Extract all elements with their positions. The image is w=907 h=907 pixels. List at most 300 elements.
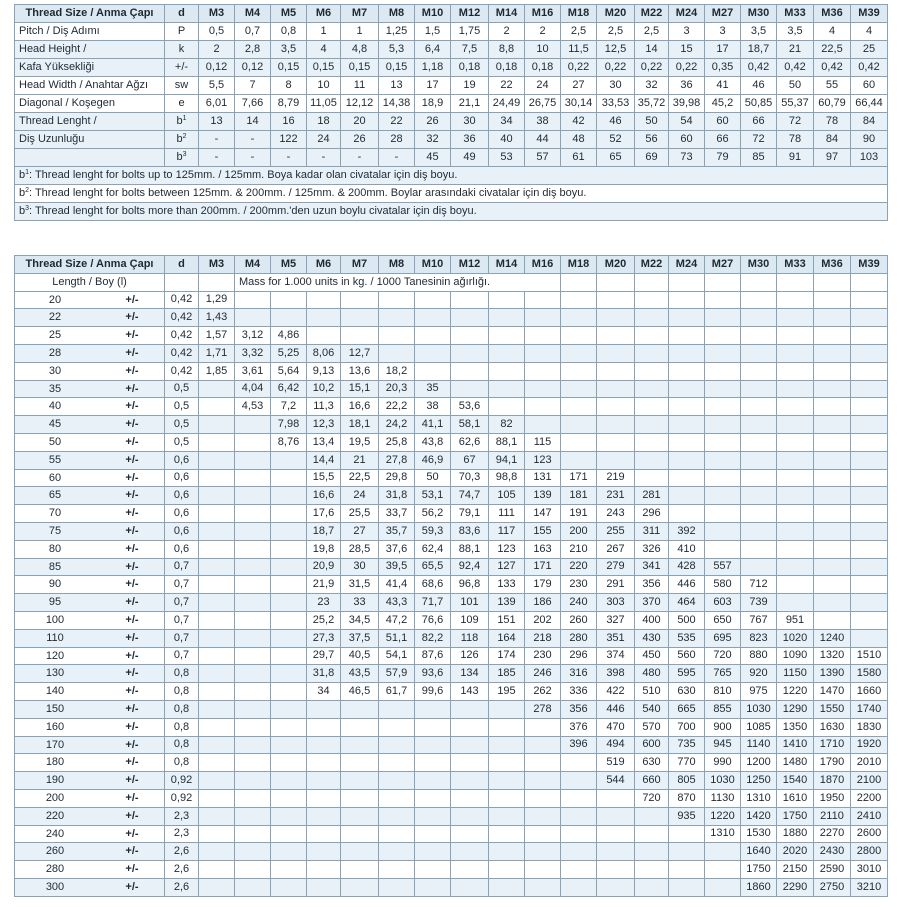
table-cell: 356 <box>635 576 669 594</box>
table-cell: 4 <box>814 23 851 41</box>
table-cell: 540 <box>635 700 669 718</box>
table-cell <box>199 433 235 451</box>
table-cell: 122 <box>271 131 307 149</box>
table-cell: 27,8 <box>379 451 415 469</box>
table-row <box>15 41 888 59</box>
table-cell: 376 <box>561 718 597 736</box>
table-cell <box>379 291 415 309</box>
table-cell: 4,86 <box>271 327 307 345</box>
table-cell <box>705 433 741 451</box>
table-cell: 0,15 <box>341 59 379 77</box>
symbol-text: P <box>177 25 186 37</box>
table-cell: 88,1 <box>451 540 489 558</box>
table-cell: 951 <box>777 611 814 629</box>
table-row <box>15 683 888 701</box>
tolerance: +/- <box>125 791 139 804</box>
table-cell <box>777 362 814 380</box>
table-cell: 26 <box>341 131 379 149</box>
table-cell: 1580 <box>851 665 888 683</box>
table-cell: 181 <box>561 487 597 505</box>
table-cell <box>341 825 379 843</box>
table-cell: 185 <box>489 665 525 683</box>
table-cell <box>271 576 307 594</box>
length-value: 40 <box>48 400 62 413</box>
table-cell <box>451 380 489 398</box>
table-cell: 18,2 <box>379 362 415 380</box>
table-cell <box>705 451 741 469</box>
table-cell: 1 <box>341 23 379 41</box>
table-cell: 4,53 <box>235 398 271 416</box>
table-cell <box>307 807 341 825</box>
table-cell <box>814 309 851 327</box>
table-cell: 1630 <box>814 718 851 736</box>
d-value: 0,8 <box>165 683 199 701</box>
table-cell <box>199 718 235 736</box>
table-cell <box>415 309 451 327</box>
table-cell: 24,49 <box>489 95 525 113</box>
length-label-row <box>15 273 888 291</box>
table-cell: 42 <box>561 113 597 131</box>
table-cell: 25,5 <box>341 505 379 523</box>
table-cell <box>851 558 888 576</box>
length-cell <box>15 789 165 807</box>
header-cell: M12 <box>451 256 489 274</box>
table-cell: 12,5 <box>597 41 635 59</box>
table-cell: 57,9 <box>379 665 415 683</box>
tolerance: +/- <box>125 346 139 359</box>
table-cell <box>741 487 777 505</box>
d-value: 0,6 <box>165 451 199 469</box>
table-cell: 35,7 <box>379 522 415 540</box>
table-cell: 260 <box>561 611 597 629</box>
table-cell <box>525 718 561 736</box>
header-cell: M33 <box>777 256 814 274</box>
table-cell: 2110 <box>814 807 851 825</box>
table-cell: 41,4 <box>379 576 415 594</box>
d-value: 0,7 <box>165 594 199 612</box>
table-cell: 143 <box>451 683 489 701</box>
table-cell: 12,3 <box>307 416 341 434</box>
table-cell: 93,6 <box>415 665 451 683</box>
table-cell: 12,12 <box>341 95 379 113</box>
table-cell <box>451 807 489 825</box>
table-cell: 50 <box>635 113 669 131</box>
superscript: 2 <box>182 133 187 140</box>
table-cell: 1390 <box>814 665 851 683</box>
table-cell: 105 <box>489 487 525 505</box>
length-cell <box>15 594 165 612</box>
row-symbol <box>165 77 199 95</box>
table-cell: 446 <box>669 576 705 594</box>
table-cell: 96,8 <box>451 576 489 594</box>
table-cell: 665 <box>669 700 705 718</box>
table-cell <box>451 754 489 772</box>
table-cell: 0,35 <box>705 59 741 77</box>
thread-dimensions-table <box>14 4 888 221</box>
tolerance: +/- <box>125 738 139 751</box>
table-cell <box>489 772 525 790</box>
d-value: 0,42 <box>165 309 199 327</box>
table-cell <box>235 291 271 309</box>
table-cell <box>635 344 669 362</box>
table-cell <box>271 487 307 505</box>
table-cell: 15,5 <box>307 469 341 487</box>
table-cell: 30,14 <box>561 95 597 113</box>
table-cell <box>271 469 307 487</box>
table-cell: 975 <box>741 683 777 701</box>
table-cell <box>635 843 669 861</box>
table-cell: 3010 <box>851 861 888 879</box>
length-cell <box>15 878 165 896</box>
table-cell <box>777 540 814 558</box>
length-value: 120 <box>45 649 65 662</box>
table-cell: 24 <box>341 487 379 505</box>
table-cell <box>525 344 561 362</box>
table-cell <box>741 380 777 398</box>
table-cell: 19 <box>451 77 489 95</box>
table-cell <box>415 878 451 896</box>
header-cell: M36 <box>814 5 851 23</box>
table-cell <box>741 273 777 291</box>
table-cell <box>814 327 851 345</box>
length-value: 65 <box>48 489 62 502</box>
table-cell: 1870 <box>814 772 851 790</box>
table-cell: 72 <box>777 113 814 131</box>
d-value: 0,5 <box>165 416 199 434</box>
table-cell: 3,5 <box>777 23 814 41</box>
tolerance: +/- <box>125 507 139 520</box>
table-row <box>15 309 888 327</box>
table-cell: 0,15 <box>379 59 415 77</box>
footnote-text: : Thread lenght for bolts more than 200mm. / 200mm.'den uzun boylu civatalar için diş boyu. <box>29 205 477 217</box>
table-cell: 133 <box>489 576 525 594</box>
table-cell <box>525 843 561 861</box>
table-cell: 0,15 <box>307 59 341 77</box>
table-cell: 374 <box>597 647 635 665</box>
table-cell: 2,8 <box>235 41 271 59</box>
table-cell: 57 <box>525 149 561 167</box>
length-cell <box>15 505 165 523</box>
table-cell: 219 <box>597 469 635 487</box>
table-cell <box>777 594 814 612</box>
table-cell: 41,1 <box>415 416 451 434</box>
row-symbol <box>165 149 199 167</box>
header-cell: M6 <box>307 256 341 274</box>
table-cell: 720 <box>635 789 669 807</box>
table-cell: 660 <box>635 772 669 790</box>
table-cell: 36 <box>669 77 705 95</box>
d-value: 0,6 <box>165 540 199 558</box>
table-row <box>15 451 888 469</box>
table-cell: 25,2 <box>307 611 341 629</box>
table-cell: 1,5 <box>415 23 451 41</box>
table-cell <box>814 594 851 612</box>
footnote <box>15 167 888 185</box>
table-cell: 2010 <box>851 754 888 772</box>
table-cell <box>415 327 451 345</box>
table-cell: 351 <box>597 629 635 647</box>
table-cell: 76,6 <box>415 611 451 629</box>
table-cell <box>851 611 888 629</box>
table-cell <box>199 505 235 523</box>
length-value: 30 <box>48 364 62 377</box>
table-cell: 16,6 <box>341 398 379 416</box>
d-value: 0,7 <box>165 629 199 647</box>
table-cell <box>341 291 379 309</box>
tolerance: +/- <box>125 364 139 377</box>
table-cell <box>561 273 597 291</box>
table-cell: 3,32 <box>235 344 271 362</box>
table-cell <box>561 825 597 843</box>
table-cell <box>415 789 451 807</box>
table-cell: 428 <box>669 558 705 576</box>
table-row <box>15 522 888 540</box>
table-cell: 2,5 <box>561 23 597 41</box>
length-value: 35 <box>48 382 62 395</box>
table-cell: 195 <box>489 683 525 701</box>
table-cell <box>525 772 561 790</box>
table-row <box>15 95 888 113</box>
table-cell <box>741 540 777 558</box>
header-cell: M5 <box>271 5 307 23</box>
table-cell <box>741 416 777 434</box>
table-cell <box>235 487 271 505</box>
tolerance: +/- <box>125 293 139 306</box>
table-cell <box>341 807 379 825</box>
d-value: 2,6 <box>165 861 199 879</box>
table-cell: 336 <box>561 683 597 701</box>
table-cell: 400 <box>635 611 669 629</box>
table-cell <box>597 344 635 362</box>
table-cell: 1020 <box>777 629 814 647</box>
table-row <box>15 611 888 629</box>
table-cell <box>199 540 235 558</box>
table-cell: 480 <box>635 665 669 683</box>
table-cell <box>561 291 597 309</box>
table-cell <box>451 736 489 754</box>
table-cell <box>489 327 525 345</box>
table-cell: 11,5 <box>561 41 597 59</box>
header-cell: d <box>165 5 199 23</box>
table-cell: 38 <box>525 113 561 131</box>
row-label: Diagonal / Koşegen <box>15 95 165 113</box>
table-cell: 327 <box>597 611 635 629</box>
table-cell: 17 <box>705 41 741 59</box>
table-cell <box>597 433 635 451</box>
table-cell <box>669 451 705 469</box>
table-cell <box>525 878 561 896</box>
table-cell: - <box>235 131 271 149</box>
tolerance: +/- <box>125 435 139 448</box>
table-cell: 117 <box>489 522 525 540</box>
table-cell <box>235 540 271 558</box>
table-cell <box>705 522 741 540</box>
table-cell <box>199 576 235 594</box>
length-value: 190 <box>45 774 65 787</box>
table-cell: 0,18 <box>525 59 561 77</box>
length-cell <box>15 433 165 451</box>
table-cell <box>741 522 777 540</box>
table-cell: 30 <box>597 77 635 95</box>
table-cell <box>635 433 669 451</box>
length-value: 45 <box>48 418 62 431</box>
length-value: 150 <box>45 702 65 715</box>
length-cell <box>15 291 165 309</box>
table-cell <box>635 469 669 487</box>
table-row <box>15 772 888 790</box>
table-cell: 823 <box>741 629 777 647</box>
d-value: 0,6 <box>165 505 199 523</box>
table-cell <box>271 843 307 861</box>
table-cell: 111 <box>489 505 525 523</box>
table-cell <box>235 861 271 879</box>
table-cell: 398 <box>597 665 635 683</box>
table-cell: 61 <box>561 149 597 167</box>
table-cell: 179 <box>525 576 561 594</box>
table-cell <box>341 736 379 754</box>
table-cell <box>235 754 271 772</box>
table-cell: 1550 <box>814 700 851 718</box>
table-cell: 712 <box>741 576 777 594</box>
table-cell <box>669 433 705 451</box>
table-cell: 267 <box>597 540 635 558</box>
table-cell <box>851 522 888 540</box>
table-cell: - <box>235 149 271 167</box>
tolerance: +/- <box>125 382 139 395</box>
table-cell: 8 <box>271 77 307 95</box>
table-cell <box>415 718 451 736</box>
header-cell: M3 <box>199 5 235 23</box>
table-cell: 935 <box>669 807 705 825</box>
table-cell <box>741 291 777 309</box>
table-cell: 65,5 <box>415 558 451 576</box>
table-cell: 278 <box>525 700 561 718</box>
table-cell: 50,85 <box>741 95 777 113</box>
table-cell: 50 <box>415 469 451 487</box>
table-cell <box>669 362 705 380</box>
table-cell <box>561 861 597 879</box>
table-cell: 2200 <box>851 789 888 807</box>
table-cell <box>525 309 561 327</box>
table-cell: 139 <box>489 594 525 612</box>
table-cell: 46,9 <box>415 451 451 469</box>
tolerance: +/- <box>125 649 139 662</box>
table-cell: 1200 <box>741 754 777 772</box>
length-cell <box>15 843 165 861</box>
length-value: 160 <box>45 720 65 733</box>
table-cell: 870 <box>669 789 705 807</box>
table-cell: 9,13 <box>307 362 341 380</box>
table-cell: 1,75 <box>451 23 489 41</box>
table-cell: 920 <box>741 665 777 683</box>
header-thread-size: Thread Size / Anma Çapı <box>15 256 165 274</box>
table-cell <box>705 309 741 327</box>
table-cell: 279 <box>597 558 635 576</box>
table-cell <box>597 789 635 807</box>
table-cell: 6,01 <box>199 95 235 113</box>
table-cell: 34,5 <box>341 611 379 629</box>
table-cell <box>271 700 307 718</box>
table-cell: 28,5 <box>341 540 379 558</box>
table-cell: 83,6 <box>451 522 489 540</box>
table-cell <box>489 878 525 896</box>
table-row <box>15 59 888 77</box>
table-cell: 84 <box>814 131 851 149</box>
table-cell <box>489 861 525 879</box>
table-cell: 127 <box>489 558 525 576</box>
table-cell <box>597 825 635 843</box>
table-cell: 990 <box>705 754 741 772</box>
table-cell: 1880 <box>777 825 814 843</box>
tolerance: +/- <box>125 471 139 484</box>
table-cell: 0,15 <box>271 59 307 77</box>
table-cell <box>235 647 271 665</box>
table-cell: 1310 <box>705 825 741 843</box>
table-cell <box>307 825 341 843</box>
table-cell <box>814 576 851 594</box>
table-cell: 0,42 <box>741 59 777 77</box>
tolerance: +/- <box>125 809 139 822</box>
length-value: 140 <box>45 685 65 698</box>
table-cell: 262 <box>525 683 561 701</box>
table-cell: 1290 <box>777 700 814 718</box>
length-value: 55 <box>48 453 62 466</box>
tolerance: +/- <box>125 685 139 698</box>
table-cell: 3 <box>705 23 741 41</box>
table-cell <box>597 327 635 345</box>
table-cell: 1030 <box>741 700 777 718</box>
table-cell: 6,4 <box>415 41 451 59</box>
table-cell: 0,7 <box>235 23 271 41</box>
d-value: 0,42 <box>165 344 199 362</box>
table-cell: 446 <box>597 700 635 718</box>
header-cell: M39 <box>851 5 888 23</box>
table-cell <box>489 291 525 309</box>
table-cell <box>415 843 451 861</box>
length-cell <box>15 451 165 469</box>
table-cell <box>814 451 851 469</box>
table-cell: 519 <box>597 754 635 772</box>
table-cell: 1 <box>307 23 341 41</box>
table-cell <box>489 362 525 380</box>
table-row <box>15 505 888 523</box>
length-cell <box>15 487 165 505</box>
symbol-text: +/- <box>174 61 189 73</box>
table-cell <box>851 487 888 505</box>
table-cell: 2100 <box>851 772 888 790</box>
header-cell: M8 <box>379 256 415 274</box>
tolerance: +/- <box>125 667 139 680</box>
table-cell: 396 <box>561 736 597 754</box>
table-cell: 56 <box>635 131 669 149</box>
table-cell: 14,4 <box>307 451 341 469</box>
table-cell: 56,2 <box>415 505 451 523</box>
table-cell: 603 <box>705 594 741 612</box>
table-cell <box>271 309 307 327</box>
table-cell: 735 <box>669 736 705 754</box>
table-cell: 770 <box>669 754 705 772</box>
table-cell: 13 <box>379 77 415 95</box>
table-cell <box>307 878 341 896</box>
table-cell <box>271 754 307 772</box>
symbol-text: e <box>178 97 185 109</box>
length-value: 20 <box>48 293 62 306</box>
footnote-symbol: b <box>19 205 26 217</box>
table-cell <box>235 789 271 807</box>
table-cell: 30 <box>451 113 489 131</box>
table-cell: 3,5 <box>271 41 307 59</box>
table-cell <box>669 344 705 362</box>
